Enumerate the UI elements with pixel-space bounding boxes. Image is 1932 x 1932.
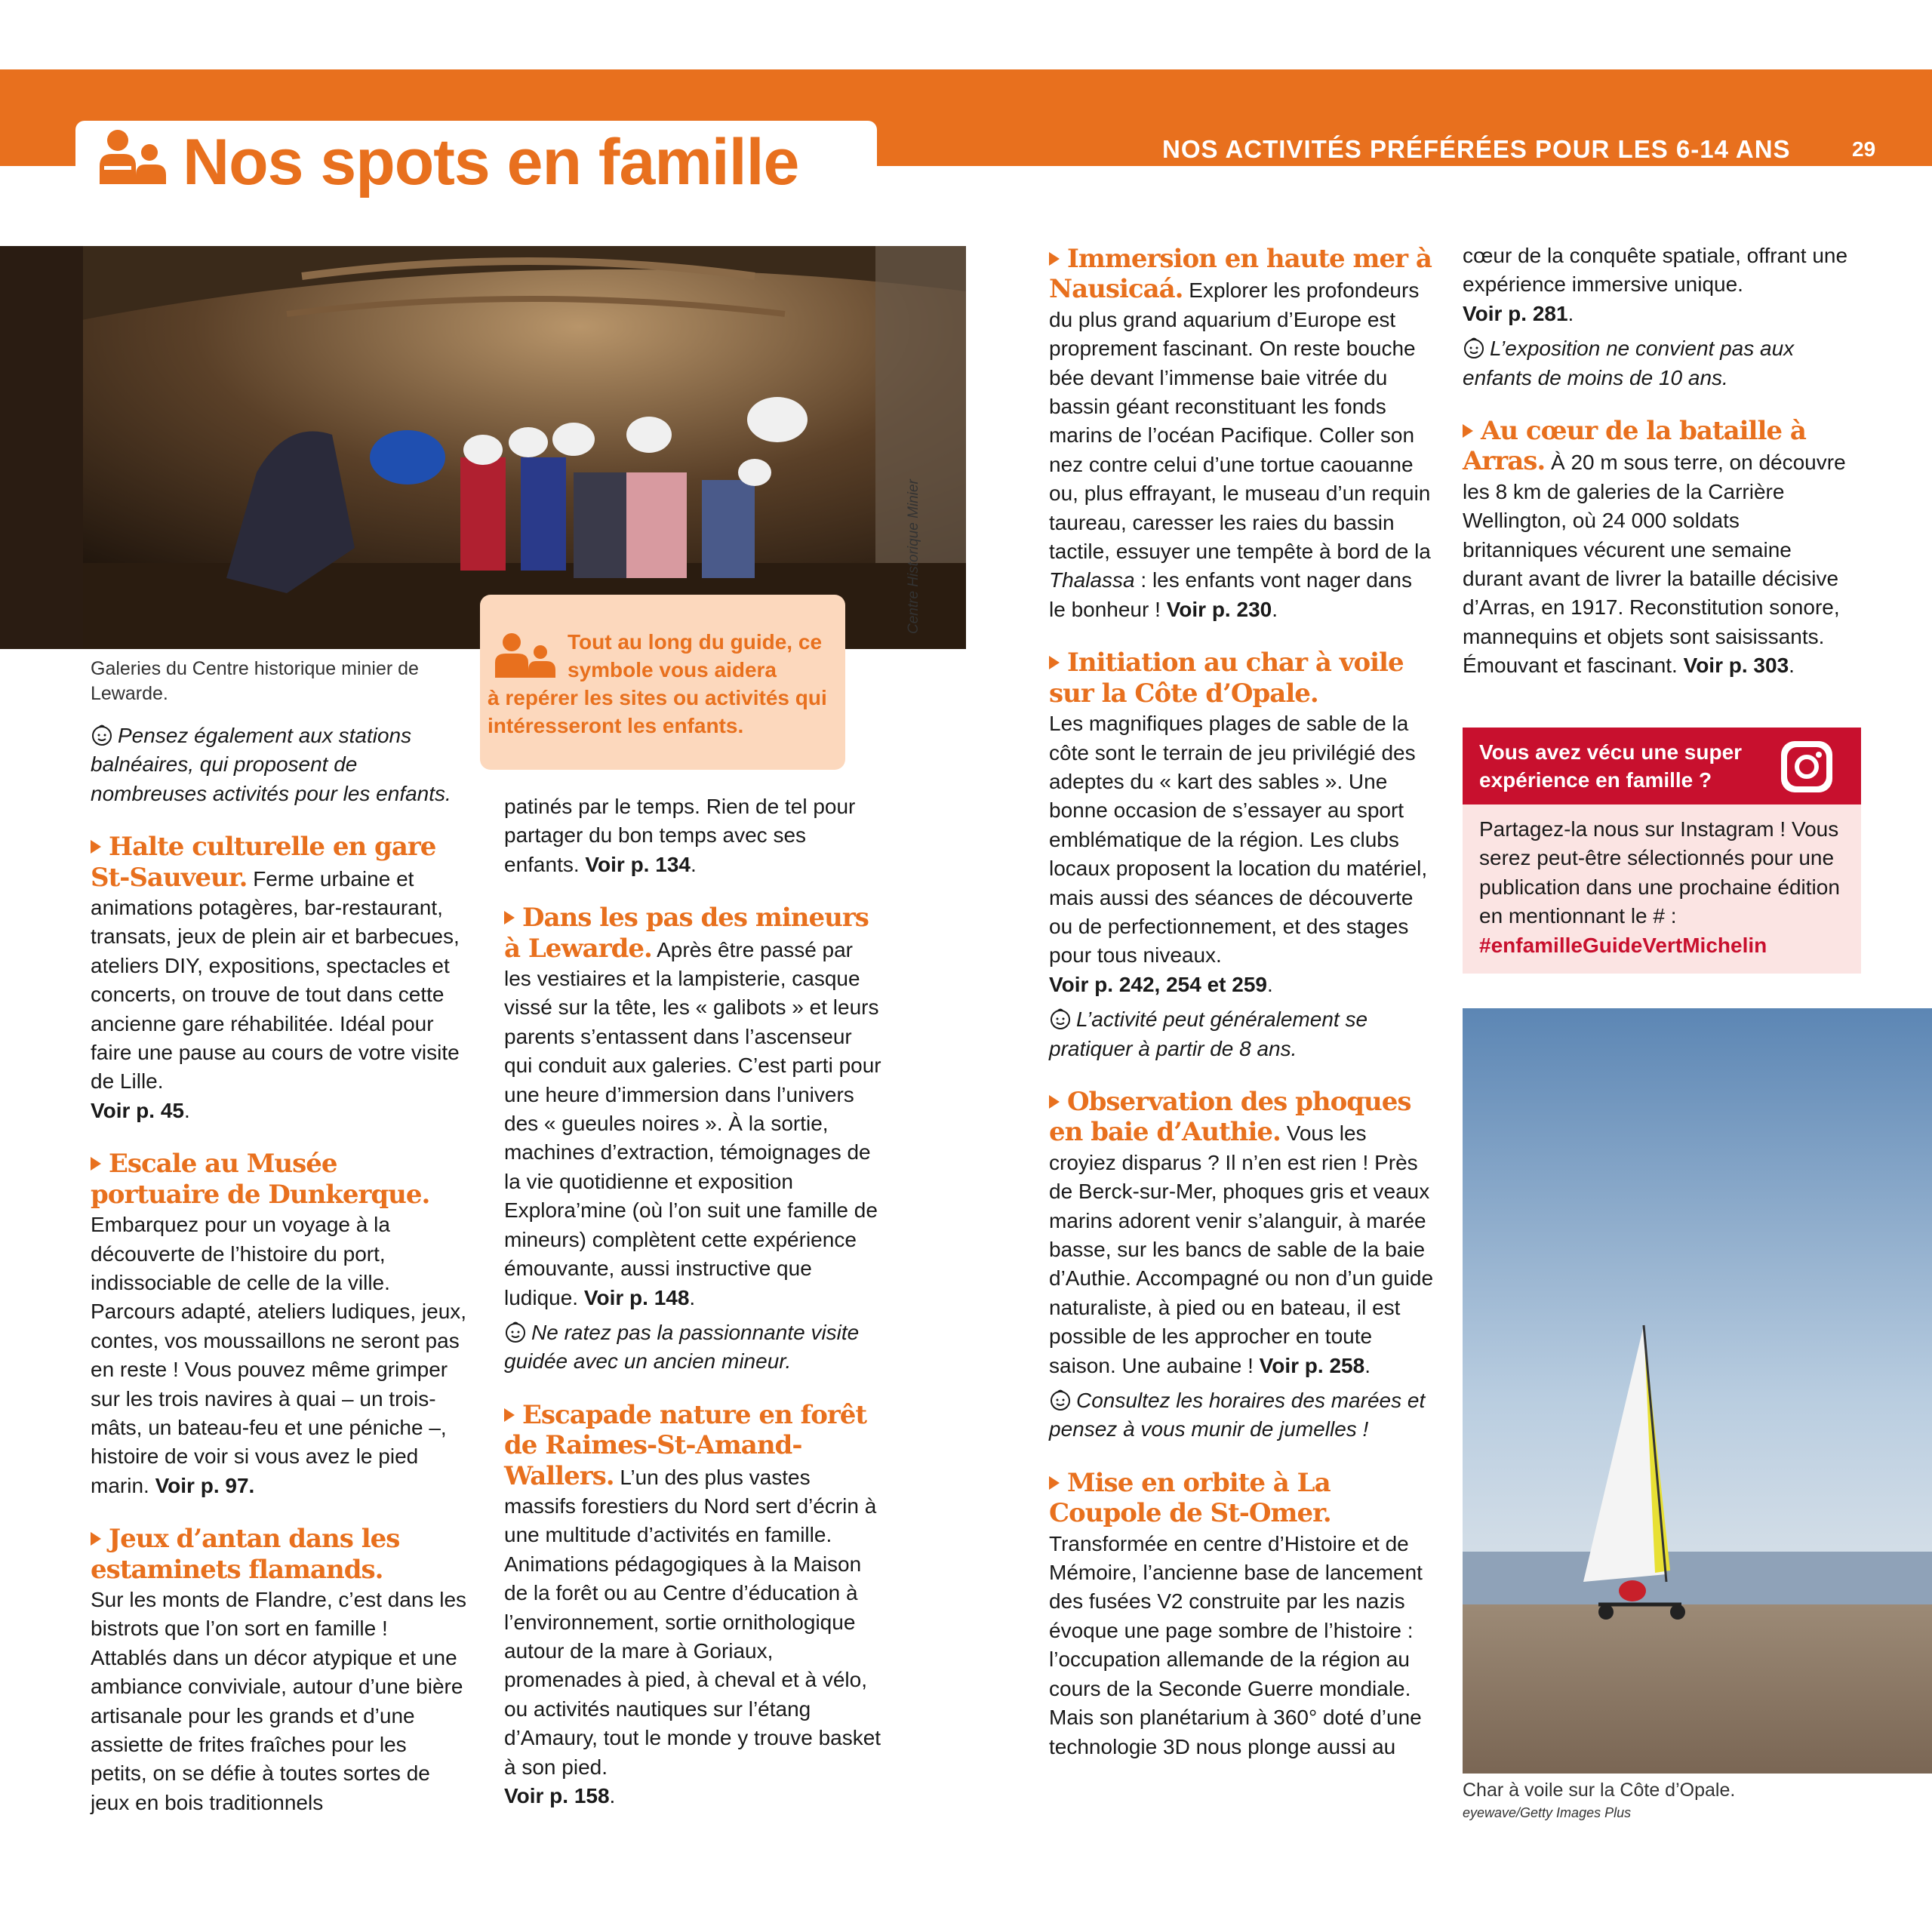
family-icon [494, 632, 557, 679]
instagram-heading: Vous avez vécu une super expérience en famille ? [1479, 740, 1743, 792]
activity-continuation: cœur de la conquête spatiale, offrant une expérience immersive unique. Voir p. 281. [1463, 244, 1848, 325]
photo-caption: Char à voile sur la Côte d’Opale. [1463, 1780, 1736, 1801]
activity-item: Halte culturelle en gare St-Sauveur. Ferme urbaine et animations potagères, bar-restaurant, transats, jeux de plein air et barbecues, ateliers DIY, expositions, spectacles et concerts, on trouve de tout dans cette ancienne gare réhabilitée. Idéal pour faire une pause au cours de votre visite de Lille. Voir p. 45. [91, 832, 460, 1122]
activity-item: Au cœur de la bataille à Arras. À 20 m sous terre, on découvre les 8 km de galeries de la Carrière Wellington, où 24 000 soldats britanniques vécurent une semaine durant avant de livrer la bataille décisive d’Arras, en 1917. Reconstitution sonore, mannequins et objets sont saisissants. Émouvant et fascinant. Voir p. 303. [1463, 416, 1846, 678]
family-icon [98, 128, 168, 186]
activity-item: Escapade nature en forêt de Raimes-St-Amand-Wallers. L’un des plus vastes massifs forestiers du Nord sert d’écrin à une multitude d’activités en famille. Animations pédagogiques à la Maison de la forêt ou au Centre d’éducation à l’environnement, sortie ornithologique autour de la mare à Goriaux, promenades à pied, à cheval et à vélo, ou activités nautiques sur l’étang d’Amaury, tout le monde y trouve basket à son pied. Voir p. 158. [504, 1399, 881, 1807]
arrow-right-icon [91, 1157, 101, 1171]
arrow-right-icon [1049, 656, 1060, 669]
activity-item: Mise en orbite à La Coupole de St-Omer. Transformée en centre d’Histoire et de Mémoire, l’ancienne base de lancement des fusées V2 construite par les nazis évoque une page sombre de l’histoire : l’occupation allemande de la région au cours de la Seconde Guerre mondiale. Mais son planétarium à 360° doté d’une technologie 3D nous plonge aussi au [1049, 1467, 1423, 1758]
arrow-right-icon [91, 1532, 101, 1546]
child-face-icon [91, 724, 113, 746]
arrow-right-icon [504, 1408, 515, 1422]
child-face-icon [1049, 1389, 1072, 1411]
column-2 [504, 792, 881, 1810]
arrow-right-icon [1049, 252, 1060, 266]
photo-credit: eyewave/Getty Images Plus [1463, 1805, 1632, 1820]
sand-yacht-photo [1463, 1008, 1932, 1774]
symbol-info-text: Tout au long du guide, ce symbole vous aidera [568, 630, 823, 681]
child-face-icon [504, 1321, 527, 1343]
instagram-icon[interactable] [1778, 738, 1835, 795]
activity-item: Initiation au char à voile sur la Côte d’Opale. Les magnifiques plages de sable de la côte sont le terrain de jeu privilégié des adeptes du « kart des sables ». Une bonne occasion de s’essayer au sport emblématique de la région. Les clubs locaux proposent la location du matériel, mais aussi des séances de découverte ou de perfectionnement, et des stages pour tous niveaux. Voir p. 242, 254 et 259. [1049, 648, 1428, 996]
section-title: NOS ACTIVITÉS PRÉFÉRÉES POUR LES 6-14 ANS [1162, 135, 1791, 163]
arrow-right-icon [1049, 1476, 1060, 1490]
column-3 [1049, 245, 1434, 1761]
page-number: 29 [1852, 137, 1876, 161]
tip-note: L’exposition ne convient pas aux enfants de moins de 10 ans. [1463, 337, 1795, 389]
page-title: Nos spots en famille [183, 126, 799, 198]
column-4 [1463, 242, 1855, 681]
arrow-right-icon [1463, 424, 1473, 438]
instagram-body: Partagez-la nous sur Instagram ! Vous serez peut-être sélectionnés pour une publication dans une prochaine édition en mentionnant le # : #enfamilleGuideVertMichelin [1479, 817, 1840, 957]
arrow-right-icon [91, 840, 101, 854]
activity-item: Escale au Musée portuaire de Dunkerque. Embarquez pour un voyage à la découverte de l’histoire du port, indissociable de celle de la ville. Parcours adapté, ateliers ludiques, jeux, contes, vos moussaillons ne seront pas en reste ! Vous pouvez même grimper sur les trois navires à quai – un trois-mâts, un bateau-feu et une péniche –, histoire de voir si vous avez le pied marin. Voir p. 97. [91, 1149, 467, 1497]
child-face-icon [1463, 337, 1485, 359]
tip-note: Consultez les horaires des marées et pensez à vous munir de jumelles ! [1049, 1389, 1426, 1441]
photo-credit: Centre Historique Minier [906, 479, 921, 634]
activity-item: Immersion en haute mer à Nausicaá. Explorer les profondeurs du plus grand aquarium d’Europe est proprement fascinant. On reste bouche bée devant l’immense baie vitrée du bassin géant reconstituant les fonds marins de l’océan Pacifique. Coller son nez contre celui d’une tortue caouanne ou, plus effrayant, le museau d’un requin taureau, caresser les raies du bassin tactile, essuyer une tempête à bord de la Thalassa : les enfants vont nager dans le bonheur ! Voir p. 230. [1049, 244, 1432, 621]
activity-item: Jeux d’antan dans les estaminets flamands. Sur les monts de Flandre, c’est dans les bistrots que l’on sort en famille ! Attablés dans un décor atypique et une ambiance conviviale, autour d’une bière artisanale pour les grands et d’une assiette de frites fraîches pour les petits, on se défie à toutes sortes de jeux en bois traditionnels [91, 1524, 467, 1814]
arrow-right-icon [504, 911, 515, 924]
activity-item: Observation des phoques en baie d’Authie. Vous les croyiez disparus ? Il n’en est rien ! Près de Berck-sur-Mer, phoques gris et veaux marins adorent venir s’alanguir, à marée basse, sur les bancs de sable de la baie d’Authie. Accompagné ou non d’un guide naturaliste, à pied ou en bateau, il est possible de les approcher en toute saison. Une aubaine ! Voir p. 258. [1049, 1086, 1434, 1377]
tip-note: L’activité peut généralement se pratiquer à partir de 8 ans. [1049, 1008, 1368, 1060]
arrow-right-icon [1049, 1095, 1060, 1109]
activity-continuation: patinés par le temps. Rien de tel pour partager du bon temps avec ses enfants. Voir p. 134. [504, 795, 856, 876]
instagram-hashtag[interactable]: #enfamilleGuideVertMichelin [1479, 933, 1767, 957]
column-1 [91, 721, 468, 1817]
child-face-icon [1049, 1008, 1072, 1030]
photo-caption: Galeries du Centre historique minier de Lewarde. [91, 658, 419, 704]
activity-item: Dans les pas des mineurs à Lewarde. Après être passé par les vestiaires et la lampisterie, casque vissé sur la tête, les « galibots » et leurs parents s’entassent dans l’ascenseur qui conduit aux galeries. C’est parti pour une heure d’immersion dans l’univers des « gueules noires ». À la sortie, machines d’extraction, témoignages de la vie quotidienne et exposition Explora’mine (où l’on suit une famille de mineurs) complètent cette expérience émouvante, aussi instructive que ludique. Voir p. 148. [504, 903, 881, 1309]
symbol-info-text: à repérer les sites ou activités qui intéresseront les enfants. [488, 686, 827, 737]
tip-note: Pensez également aux stations balnéaires, qui proposent de nombreuses activités pour les enfants. [91, 724, 451, 805]
tip-note: Ne ratez pas la passionnante visite guidée avec un ancien mineur. [504, 1320, 860, 1374]
mine-gallery-photo [0, 246, 966, 649]
